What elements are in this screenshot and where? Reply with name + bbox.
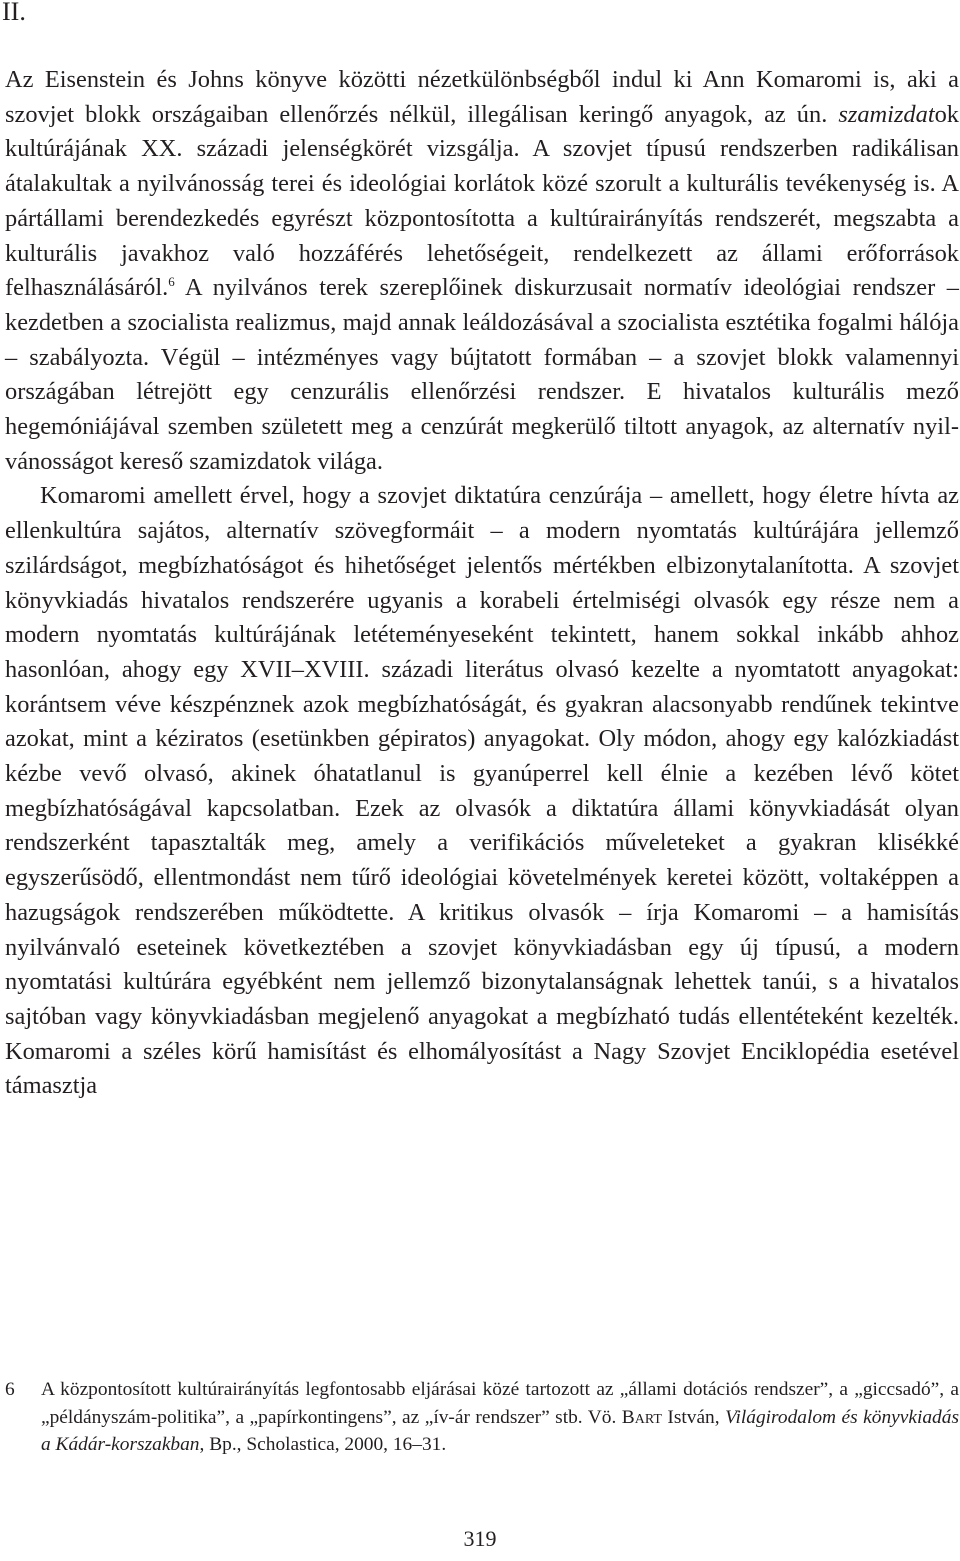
body-text [5,63,959,1104]
text-run: István, [661,1406,726,1428]
footnote-reference[interactable]: 6 [168,274,175,290]
text-run: A nyilvános terek szereplőinek diskurzusait normatív ideológiai rendszer – kezdetben a szocialista realizmus, majd annak leáldozásával a szocialista esztétika fogalmi hálója – szabályozta. Végül – intézményes vagy bújtatott formában – a szovjet blokk valamennyi országában létrejött egy cenzurális ellenőrzési rendszer. E hivatalos kulturális mező hegemóniájával szemben született meg a cenzúrát megkerülő tiltott anyagok, az alternatív nyilvánosságot kereső szamizdatok világa. [5,274,959,475]
author-surname: Bart [621,1406,662,1428]
book-title: Világirodalom és könyvkiadás a Kádár-korszakban [41,1406,959,1456]
text-run: A központosított kultúrairányítás legfontosabb eljárásai közé tartozott az „állami dotációs rendszer”, a „giccsadó”, a „példányszám-politika”, a „papírkontingens”, az „ív-ár rendszer” stb. Vö. [41,1379,959,1428]
footnotes [5,1376,959,1459]
text-run: , Bp., Scholastica, 2000, 16–31. [199,1434,447,1456]
footnote-text [41,1376,959,1459]
text-run: Az Eisenstein és Johns könyve közötti nézetkülönbségből indul ki Ann Komaromi is, aki a szovjet blokk országaiban ellenőrzés nélkül, illegálisan keringő anyagok, az ún. [5,66,959,128]
footnote [5,1376,959,1459]
paragraph [5,63,959,479]
footnote-number: 6 [5,1379,15,1400]
italic-term: szamizdat [838,100,935,128]
paragraph [5,479,959,1104]
page-number: 319 [463,1526,497,1551]
text-run: Komaromi amellett érvel, hogy a szovjet diktatúra cenzúrája – amellett, hogy életre hívta az ellenkultúra sajátos, alternatív szövegformáit – a modern nyomtatás kultúrájára jellemző szilárdságot, megbízhatóságot és hihetőséget jelentős mértékben elbizonytalanította. A szovjet könyvkiadás hivatalos rendszerére ugyanis a korabeli értelmiségi olvasók egy része nem a modern nyomtatás kultúrájának letéteményeseként tekintett, hanem sokkal inkább ahhoz hasonlóan, ahogy egy XVII–XVIII. századi literátus olvasó kezelte a nyomtatott anyagokat: korántsem véve készpénznek azok megbízhatóságát, és gyakran alacsonyabb rendűnek tekintve azokat, mint a kéziratos (esetünkben gépiratos) anyagokat. Oly módon, ahogy egy kalózkiadást kézbe vevő olvasó, akinek óhatatlanul is gyanúperrel kell élnie a kezében lévő kötet megbízhatóságával kapcsolatban. Ezek az olvasók a diktatúra állami könyvkiadását olyan rendszerként tapasztalták meg, amely a verifikációs műveleteket a gyakran klisékké egyszerűsödő, ellentmondást nem tűrő ideológiai követelmények keretei között, voltaképpen a hazugságok rendszerében működtette. A kritikus olvasók – írja Komaromi – a hamisítás nyilvánvaló eseteinek következtében a szovjet könyvkiadásban egy új típusú, a modern nyomtatási kultúrára egyébként nem jellemző bizonytalanságnak lehettek tanúi, s a hivatalos sajtóban vagy könyvkiadásban megjelenő anyagokat a megbízható tudás ellentéteként kezelték. Komaromi a széles körű hamisítást és elhomályosítást a Nagy Szovjet Enciklopédia esetével támasztja [5,482,959,1100]
text-run: ok kultúrájának XX. századi jelenségkörét vizsgálja. A szovjet típusú rendszerben radikálisan átalakultak a nyilvánosság terei és ideológiai korlátok közé szorult a kulturális tevékenység is. A pártállami berendezkedés egyrészt központosította a kultúrairányítás rendszerét, megszabta a kulturális javakhoz való hozzáférés lehetőségeit, rendelkezett az állami erőforrások felhasználásáról. [5,100,959,302]
section-heading: II. [2,0,26,26]
